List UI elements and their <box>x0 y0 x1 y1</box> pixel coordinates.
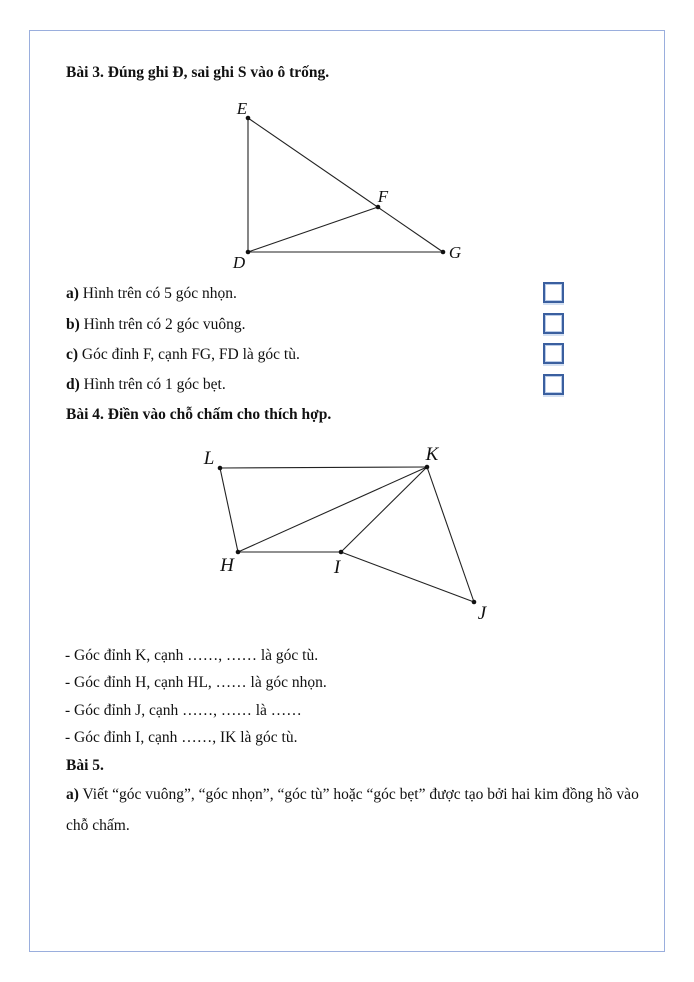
bai3-statement-a <box>66 285 237 303</box>
bai3-title: Bài 3. Đúng ghi Đ, sai ghi S vào ô trống. <box>66 64 330 81</box>
point-J <box>472 600 477 605</box>
edge-LH <box>220 468 238 552</box>
bai4-statement-3: - Góc đỉnh J, cạnh ……, …… là …… <box>65 702 302 719</box>
triangle-figure-EDFG <box>225 98 475 273</box>
bai3-answer-box-b[interactable] <box>543 313 564 334</box>
edge-IJ <box>341 552 474 602</box>
bai5-item-a <box>66 779 644 841</box>
point-H <box>236 550 241 555</box>
bai3-statement-d-text: Hình trên có 1 góc bẹt. <box>83 376 226 393</box>
bai3-answer-box-d[interactable] <box>543 374 564 395</box>
bai4-statement-2: - Góc đỉnh H, cạnh HL, …… là góc nhọn. <box>65 674 327 691</box>
edge-HK <box>238 467 427 552</box>
bai3-statement-c-text: Góc đỉnh F, cạnh FG, FD là góc tù. <box>81 346 300 363</box>
vertex-label-D: D <box>232 253 246 272</box>
bai3-answer-box-a[interactable] <box>543 282 564 303</box>
point-G <box>441 250 446 255</box>
edge-IK <box>341 467 427 552</box>
bai3-answer-box-c[interactable] <box>543 343 564 364</box>
vertex-label-E: E <box>236 99 248 118</box>
vertex-label-H: H <box>220 555 234 576</box>
bai4-statement-1: - Góc đỉnh K, cạnh ……, …… là góc tù. <box>65 647 319 664</box>
bai5-item-a-label: a) <box>66 786 79 803</box>
vertex-label-K: K <box>425 444 439 465</box>
bai5-item-a-text: Viết “góc vuông”, “góc nhọn”, “góc tù” hoặc “góc bẹt” được tạo bởi hai kim đồng hồ vào chỗ chấm. <box>66 786 639 834</box>
bai5-title: Bài 5. <box>66 757 104 774</box>
edge-DF <box>248 207 378 252</box>
point-L <box>218 466 223 471</box>
point-I <box>339 550 344 555</box>
bai3-statement-d-label: d) <box>66 376 80 393</box>
bai3-statement-b-label: b) <box>66 316 80 333</box>
bai3-statement-a-text: Hình trên có 5 góc nhọn. <box>82 285 237 302</box>
vertex-label-G: G <box>448 243 462 262</box>
bai4-statement-4: - Góc đỉnh I, cạnh ……, IK là góc tù. <box>65 729 298 746</box>
point-D <box>246 250 251 255</box>
bai3-statement-d <box>66 376 226 394</box>
vertex-label-L: L <box>203 448 215 469</box>
point-K <box>425 465 430 470</box>
bai3-statement-a-label: a) <box>66 285 79 302</box>
bai3-statement-b-text: Hình trên có 2 góc vuông. <box>83 316 246 333</box>
polygon-figure-LKHIJ <box>195 435 505 630</box>
edge-LK <box>220 467 427 468</box>
vertex-label-I: I <box>333 557 341 578</box>
bai4-title: Bài 4. Điền vào chỗ chấm cho thích hợp. <box>66 406 332 423</box>
bai3-statement-c-label: c) <box>66 346 79 363</box>
vertex-label-F: F <box>377 187 389 206</box>
bai3-statement-c <box>66 346 300 364</box>
bai3-statement-b <box>66 316 246 334</box>
edge-EG <box>248 118 443 252</box>
edge-KJ <box>427 467 474 602</box>
vertex-label-J: J <box>477 603 487 624</box>
